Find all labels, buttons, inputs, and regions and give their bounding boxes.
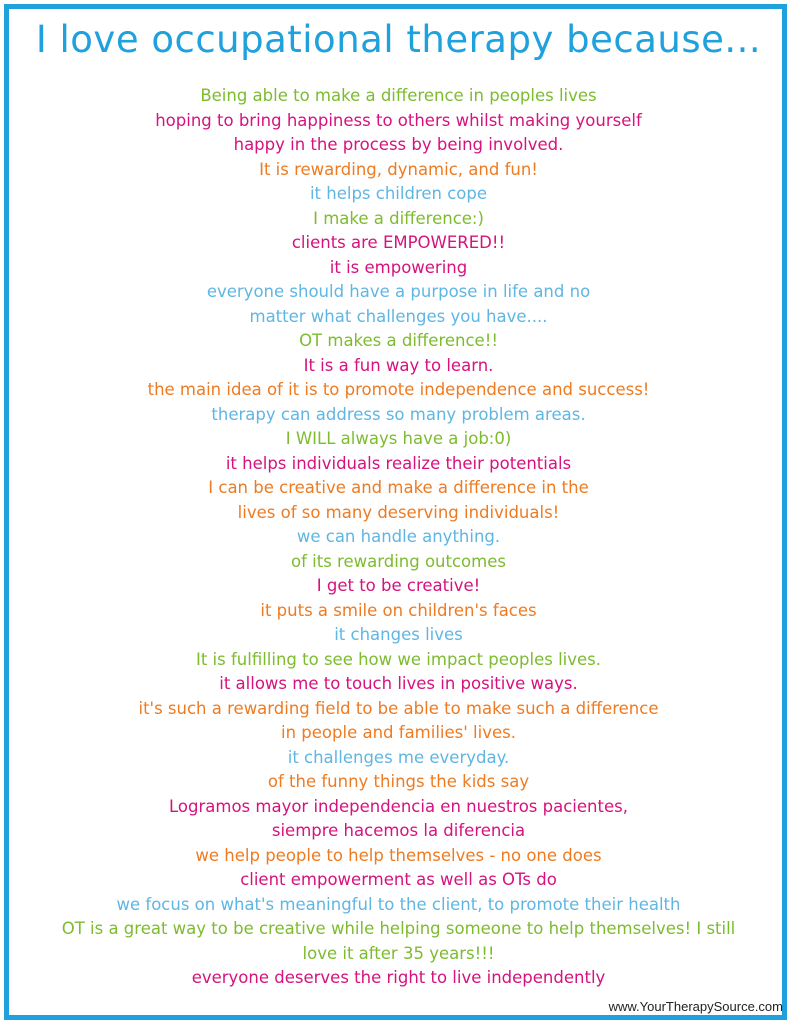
- reason-line: OT makes a difference!!: [299, 331, 498, 350]
- reason-line: siempre hacemos la diferencia: [271, 821, 526, 840]
- page-title: I love occupational therapy because...: [35, 18, 762, 61]
- reason-line: it puts a smile on children's faces: [260, 600, 537, 620]
- reason-line: I get to be creative!: [316, 576, 481, 595]
- reason-line: I can be creative and make a difference in the: [208, 478, 589, 497]
- reason-line: everyone deserves the right to live independently: [191, 968, 606, 987]
- reason-line: It is a fun way to learn.: [303, 355, 494, 375]
- reason-line: happy in the process by being involved.: [233, 135, 564, 154]
- reason-line: matter what challenges you have....: [249, 306, 548, 326]
- reason-line: Being able to make a difference in peoples lives: [200, 86, 597, 105]
- reason-line: in people and families' lives.: [281, 723, 516, 742]
- reason-line: it's such a rewarding field to be able to make such a difference: [138, 698, 659, 718]
- reason-line: love it after 35 years!!!: [302, 943, 495, 963]
- reason-line: it helps children cope: [309, 184, 488, 203]
- reason-line: I make a difference:): [313, 208, 484, 228]
- reason-line: Logramos mayor independencia en nuestros pacientes,: [169, 796, 628, 816]
- reason-line: it challenges me everyday.: [287, 747, 510, 767]
- reason-line: therapy can address so many problem areas.: [211, 404, 586, 424]
- reason-line: of its rewarding outcomes: [291, 551, 506, 571]
- source-url: www.YourTherapySource.com: [608, 999, 783, 1014]
- reason-line: I WILL always have a job:0): [285, 429, 512, 448]
- reason-line: of the funny things the kids say: [267, 772, 530, 791]
- reason-line: client empowerment as well as OTs do: [240, 870, 557, 889]
- reason-line: it helps individuals realize their potentials: [225, 453, 572, 473]
- reason-line: we help people to help themselves - no one does: [195, 845, 602, 865]
- reason-line: we can handle anything.: [296, 527, 501, 546]
- reason-line: clients are EMPOWERED!!: [291, 233, 506, 252]
- reason-line: we focus on what's meaningful to the client, to promote their health: [116, 894, 681, 914]
- reason-line: OT is a great way to be creative while helping someone to help themselves! I still: [61, 919, 736, 938]
- reason-line: it changes lives: [334, 625, 463, 644]
- reason-line: it allows me to touch lives in positive ways.: [219, 674, 578, 693]
- reason-line: It is rewarding, dynamic, and fun!: [259, 159, 538, 179]
- reason-line: lives of so many deserving individuals!: [237, 502, 560, 522]
- reasons-list: [10, 84, 787, 991]
- reason-line: it is empowering: [329, 257, 468, 277]
- reason-line: everyone should have a purpose in life and no: [206, 282, 591, 301]
- reason-line: hoping to bring happiness to others whilst making yourself: [155, 110, 642, 130]
- reason-line: the main idea of it is to promote independence and success!: [147, 380, 650, 399]
- reason-line: It is fulfilling to see how we impact peoples lives.: [195, 649, 602, 669]
